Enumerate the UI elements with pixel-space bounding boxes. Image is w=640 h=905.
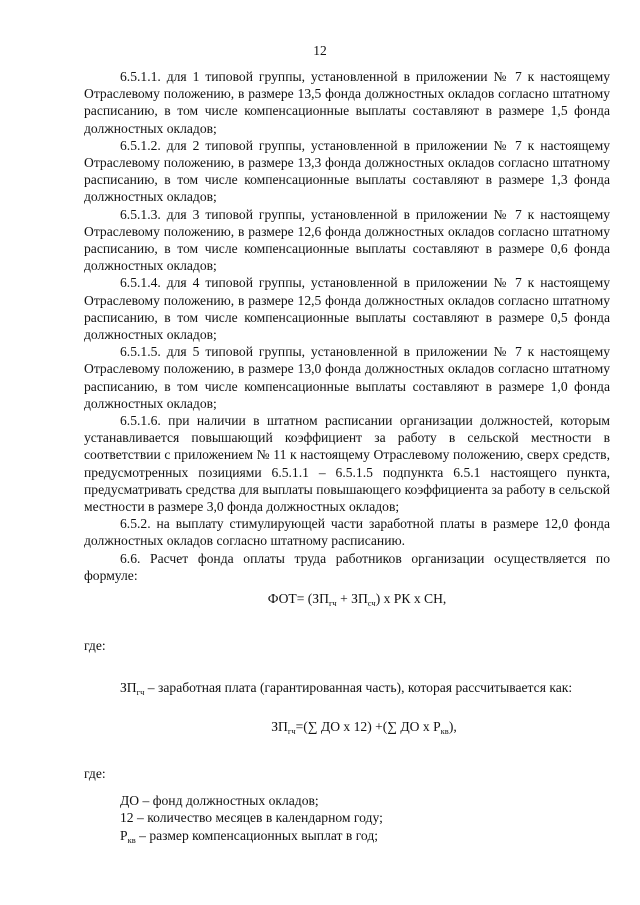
formula-zp-sub-gch: гч xyxy=(287,725,296,736)
document-body xyxy=(84,68,610,844)
definition-do-text: – фонд должностных окладов; xyxy=(139,793,319,809)
formula-zp-rhs: ), xyxy=(448,718,457,734)
formula-fot-lhs: ФОТ= (ЗП xyxy=(267,591,329,607)
zp-symbol: ЗП xyxy=(120,679,137,695)
formula-zp xyxy=(118,718,610,735)
definition-rkv-symbol: Р xyxy=(120,827,128,843)
formula-zp-sub-kv: кв xyxy=(440,725,449,736)
formula-fot-mid: + ЗП xyxy=(336,591,368,607)
formula-zp-mid: =(∑ ДО х 12) +(∑ ДО х Р xyxy=(295,718,441,734)
page-number: 12 xyxy=(313,43,327,58)
paragraph-6-5-1-1: 6.5.1.1. для 1 типовой группы, установленной в приложении № 7 к настоящему Отраслевому положению, в размере 13,5 фонда должностных окладов согласно штатному расписанию, в том числе компенсационные выплаты составляют в размере 1,5 фонда должностных окладов; xyxy=(84,69,610,136)
formula-fot-rhs: ) х РК х СН, xyxy=(375,591,447,607)
formula-fot-sub-sch: сч xyxy=(367,598,376,609)
paragraph-6-6: 6.6. Расчет фонда оплаты труда работников организации осуществляется по формуле: xyxy=(84,550,610,583)
definition-do-symbol: ДО xyxy=(120,793,140,809)
paragraph-6-5-1-5: 6.5.1.5. для 5 типовой группы, установленной в приложении № 7 к настоящему Отраслевому положению, в размере 13,0 фонда должностных окладов согласно штатному расписанию, в том числе компенсационные выплаты составляют в размере 1,0 фонда должностных окладов; xyxy=(84,344,610,411)
formula-zp-lhs: ЗП xyxy=(271,718,288,734)
zp-definition xyxy=(84,679,610,696)
definition-do xyxy=(84,792,610,809)
definition-rkv-text: – размер компенсационных выплат в год; xyxy=(135,827,379,843)
formula-fot-sub-gch: гч xyxy=(328,598,337,609)
paragraph-6-5-1-6: 6.5.1.6. при наличии в штатном расписании организации должностей, которым устанавливается повышающий коэффициент за работу в сельской местности в соответствии с приложением № 11 к настоящему Отраслевому положению, сверх средств, предусмотренных позициями 6.5.1.1 – 6.5.1.5 подпункта 6.5.1 настоящего пункта, предусматривать средства для выплаты повышающего коэффициента за работу в сельской местности в размере 3,0 фонда должностных окладов; xyxy=(84,413,610,515)
where-label-2: где: xyxy=(84,765,106,781)
definition-months-symbol: 12 xyxy=(120,810,134,826)
paragraph-6-5-1-2: 6.5.1.2. для 2 типовой группы, установленной в приложении № 7 к настоящему Отраслевому положению, в размере 13,3 фонда должностных окладов согласно штатному расписанию, в том числе компенсационные выплаты составляют в размере 1,3 фонда должностных окладов; xyxy=(84,137,610,205)
definition-rkv xyxy=(84,827,610,844)
definition-months xyxy=(84,809,610,826)
definition-months-text: – количество месяцев в календарном году; xyxy=(133,810,383,826)
paragraph-6-5-2: 6.5.2. на выплату стимулирующей части заработной платы в размере 12,0 фонда должностных окладов согласно штатному расписанию. xyxy=(84,516,610,549)
zp-symbol-sub: гч xyxy=(136,686,145,697)
zp-definition-text: – заработная плата (гарантированная часть), которая рассчитывается как: xyxy=(144,679,573,695)
formula-fot xyxy=(104,590,610,607)
paragraph-6-5-1-3: 6.5.1.3. для 3 типовой группы, установленной в приложении № 7 к настоящему Отраслевому положению, в размере 12,6 фонда должностных окладов согласно штатному расписанию, в том числе компенсационные выплаты составляют в размере 0,6 фонда должностных окладов; xyxy=(84,206,610,274)
definition-rkv-sub: кв xyxy=(127,834,136,845)
paragraph-6-5-1-4: 6.5.1.4. для 4 типовой группы, установленной в приложении № 7 к настоящему Отраслевому положению, в размере 12,5 фонда должностных окладов согласно штатному расписанию, в том числе компенсационные выплаты составляют в размере 0,5 фонда должностных окладов; xyxy=(84,275,610,343)
where-label: где: xyxy=(84,638,106,654)
